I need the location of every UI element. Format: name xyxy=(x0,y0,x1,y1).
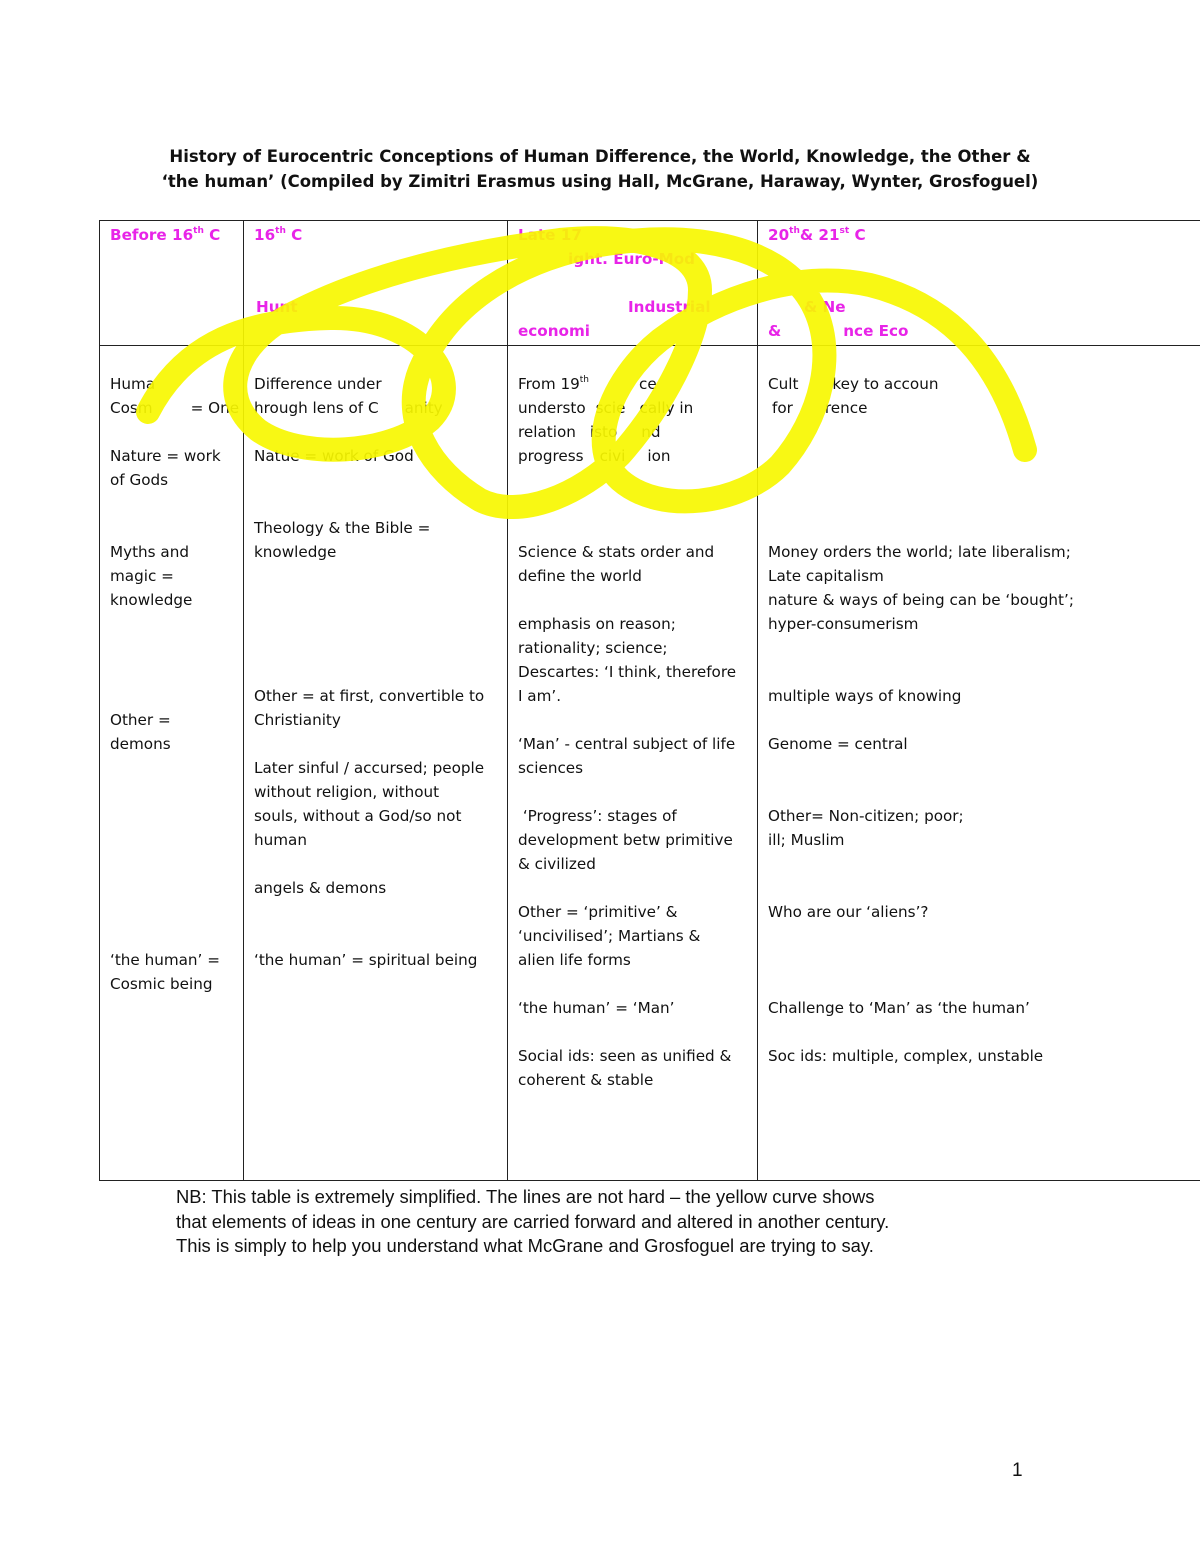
title-line-2: ‘the human’ (Compiled by Zimitri Erasmus using Hall, McGrane, Haraway, Wynter, Grosfoguel) xyxy=(161,172,1039,191)
other-block: Other = at first, convertible to Christianity xyxy=(254,687,485,729)
knowledge-block: Myths and magic = knowledge xyxy=(110,543,193,609)
sinful-block: Later sinful / accursed; people without religion, without souls, without a God/so not human xyxy=(254,759,485,849)
other-block: Other = ‘primitive’ & ‘uncivilised’; Martians & alien life forms xyxy=(518,903,701,969)
footnote-line-3: This is simply to help you understand what McGrane and Grosfoguel are trying to say. xyxy=(176,1235,874,1256)
genome-block: Genome = central xyxy=(768,735,908,753)
footnote-line-2: that elements of ideas in one century are carried forward and altered in another century. xyxy=(176,1210,890,1232)
culture-block: Cult key to accoun for rence xyxy=(768,375,939,417)
man-block: ‘Man’ - central subject of life sciences xyxy=(518,735,736,777)
knowledge-block: Theology & the Bible = knowledge xyxy=(254,519,431,561)
nature-block: Natue = work of God xyxy=(254,447,414,465)
page-number: 1 xyxy=(1012,1460,1023,1481)
header-late-17th: Late 17 ight. Euro-Mod Industrial economi xyxy=(508,221,758,346)
human-block: Challenge to ‘Man’ as ‘the human’ xyxy=(768,999,1030,1017)
footnote-line-1: NB: This table is extremely simplified. The lines are not hard – the yellow curve shows xyxy=(176,1186,875,1207)
progress-block: ‘Progress’: stages of development betw primitive & civilized xyxy=(518,807,733,873)
knowing-block: multiple ways of knowing xyxy=(768,687,962,705)
human-block: ‘the human’ = spiritual being xyxy=(254,951,478,969)
header-20th-21st: 20th& 21st C & Ne & nce Eco xyxy=(758,221,1200,346)
column-20th-21st xyxy=(758,346,1200,1181)
column-late-17th xyxy=(508,346,758,1181)
header-before-16th: Before 16th C xyxy=(100,221,244,346)
aliens-block: Who are our ‘aliens’? xyxy=(768,903,929,921)
social-ids-block: Social ids: seen as unified & coherent & stable xyxy=(518,1047,732,1089)
header-row xyxy=(100,221,1200,346)
header-16th: 16th C Hunt xyxy=(244,221,508,346)
other-block: Other = demons xyxy=(110,711,171,753)
reason-block: emphasis on reason; rationality; science; Descartes: ‘I think, therefore I am’. xyxy=(518,615,737,705)
history-table xyxy=(99,220,1200,1181)
column-before-16th xyxy=(100,346,244,1181)
science-block: Science & stats order and define the world xyxy=(518,543,715,585)
content-row xyxy=(100,346,1200,1181)
social-ids-block: Soc ids: multiple, complex, unstable xyxy=(768,1047,1044,1065)
human-block: ‘the human’ = ‘Man’ xyxy=(518,999,675,1017)
column-16th xyxy=(244,346,508,1181)
document-title xyxy=(100,144,1100,194)
money-block: Money orders the world; late liberalism; Late capitalism nature & ways of being can be ‘bought’; hyper-consumerism xyxy=(768,543,1074,633)
human-block: ‘the human’ = Cosmic being xyxy=(110,951,220,993)
difference-block: From 19th ce understo scie cally in relation isto nd progress civi ion xyxy=(518,374,694,465)
difference-block: Difference under hrough lens of C anity xyxy=(254,375,443,417)
angels-block: angels & demons xyxy=(254,879,387,897)
human-cosmos-block: Huma Cosm = One xyxy=(110,375,240,417)
footnote xyxy=(176,1185,1076,1259)
nature-block: Nature = work of Gods xyxy=(110,447,221,489)
other-block: Other= Non-citizen; poor; ill; Muslim xyxy=(768,807,964,849)
title-line-1: History of Eurocentric Conceptions of Human Difference, the World, Knowledge, the Other & xyxy=(169,147,1031,166)
